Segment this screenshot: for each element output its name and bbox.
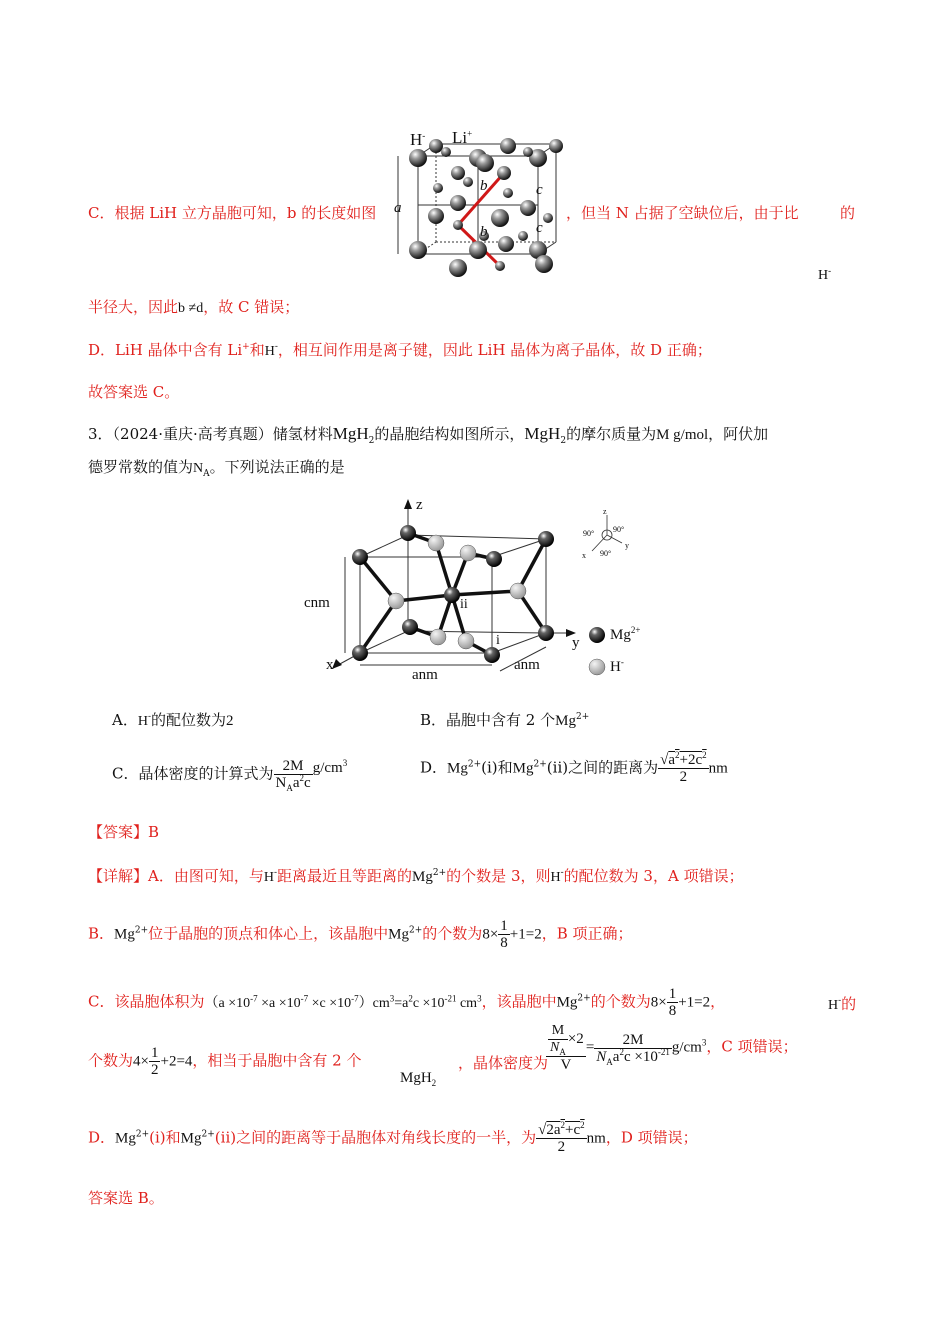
explain-c-h-ion: H- [818,265,832,283]
lih-cell-diagram [388,128,563,280]
detail-b: B．$Mg^{2+}$位于晶胞的顶点和体心上，该晶胞中$Mg^{2+}$的个数为8× $\frac{1}{8}$ +1=2，B 项正确； [88,918,633,951]
mini-angle-2: 90° [583,529,595,538]
label-a: a [394,200,402,216]
legend-h-ball [589,659,605,675]
detail-c-line1-end: H-的 [828,995,857,1013]
mini-axis-x: x [582,551,586,560]
legend-mg: $Mg^{2+}$ [610,625,641,643]
explain-c-line2: 半径大，因此b ≠d，故 C 错误； [88,298,300,316]
detail-c-line2: 个数为4× $\frac{1}{2}$ +2=4，相当于晶胞中含有 2 个 [88,1045,362,1078]
answer: 【答案】B [88,823,160,841]
explain-c-line1-prefix: C．根据 LiH 立方晶胞可知，b 的长度如图 [88,204,377,222]
mgh2-cell-figure [300,495,660,695]
explain-d-line: D．LiH 晶体中含有 Li+和H-，相互间作用是离子键，因此 LiH 晶体为离子晶体，故 D 正确； [88,341,712,359]
option-b[interactable]: B．晶胞中含有 2 个$Mg^{2+}$ [420,711,590,729]
label-li: Li+ [452,128,473,147]
option-a[interactable]: A．H-的配位数为2 [112,711,234,729]
mgh2-cell-diagram [300,495,660,695]
label-b2: b [480,224,488,240]
mini-axis-y: y [625,541,629,550]
axis-z: z [416,497,423,513]
detail-d: D．$Mg^{2+}(i)$和$Mg^{2+}(ii)$之间的距离等于晶胞体对角线长度的一半，为 $\frac{√2a^2+c^2}{2}$ nm，D 项错误； [88,1120,698,1155]
detail-c-density-label: ，晶体密度为 [458,1054,549,1072]
mini-axis-z: z [603,507,607,516]
label-c2: c [536,220,543,236]
dim-anm-2: anm [514,657,540,673]
explain-c-line1-suffix: ，但当 N 占据了空缺位后，由于比 [566,204,799,222]
detail-c-density-formula: $\frac{M}{N_A}$ ×2 V = $\frac{2M}{N_Aa^2c \times 10^{-21}}$ $g/cm^3$，C 项错误； [546,1023,798,1073]
dim-cnm: cnm [304,595,330,611]
label-b1: b [480,178,488,194]
final-answer: 答案选 B。 [88,1189,164,1207]
lih-cell-figure [388,128,563,280]
axis-x: x [326,657,334,673]
question-3-line1: 3．（2024·重庆·高考真题）储氢材料MgH$_2$的晶胞结构如图所示，MgH$_2$的摩尔质量为M g/mol，阿伏加 [88,424,769,446]
legend-mg-ball [589,627,605,643]
label-i: i [496,633,500,648]
label-ii: ii [460,597,468,612]
explain-c-line1-tail: 的 [840,204,856,222]
mini-angle-1: 90° [613,525,625,534]
mini-angle-3: 90° [600,549,612,558]
label-h: H- [410,130,426,149]
option-d[interactable]: D．$Mg^{2+}(i)$和$Mg^{2+}(ii)$之间的距离为 $\frac{√a^2+2c^2}{2}$ nm [420,750,728,785]
question-3-line2: 德罗常数的值为$N_A$。下列说法正确的是 [88,458,345,479]
legend-h: H- [610,657,624,675]
axis-y: y [572,635,580,651]
detail-a: 【详解】A．由图可知，与H-距离最近且等距离的$Mg^{2+}$的个数是 3，则H-的配位数为 3，A 项错误； [88,867,744,885]
label-c1: c [536,182,543,198]
detail-c-line1: C．该晶胞体积为$(a \times 10^{-7} \times a \times 10^{-7} \times c \times 10^{-7})cm^3=a^2c \times 10^{-21}$ $cm^3$，该晶胞中$Mg^{2+}$的个数为8× $\frac{1}{8}$ +1=2， [88,986,726,1019]
option-c[interactable]: C．晶体密度的计算式为 $\frac{2M}{N_Aa^2c}$ $g/cm^3$ [112,758,348,793]
previous-answer: 故答案选 C。 [88,383,180,401]
detail-c-mgh2: MgH$_2$ [400,1070,437,1088]
dim-anm-1: anm [412,667,438,683]
